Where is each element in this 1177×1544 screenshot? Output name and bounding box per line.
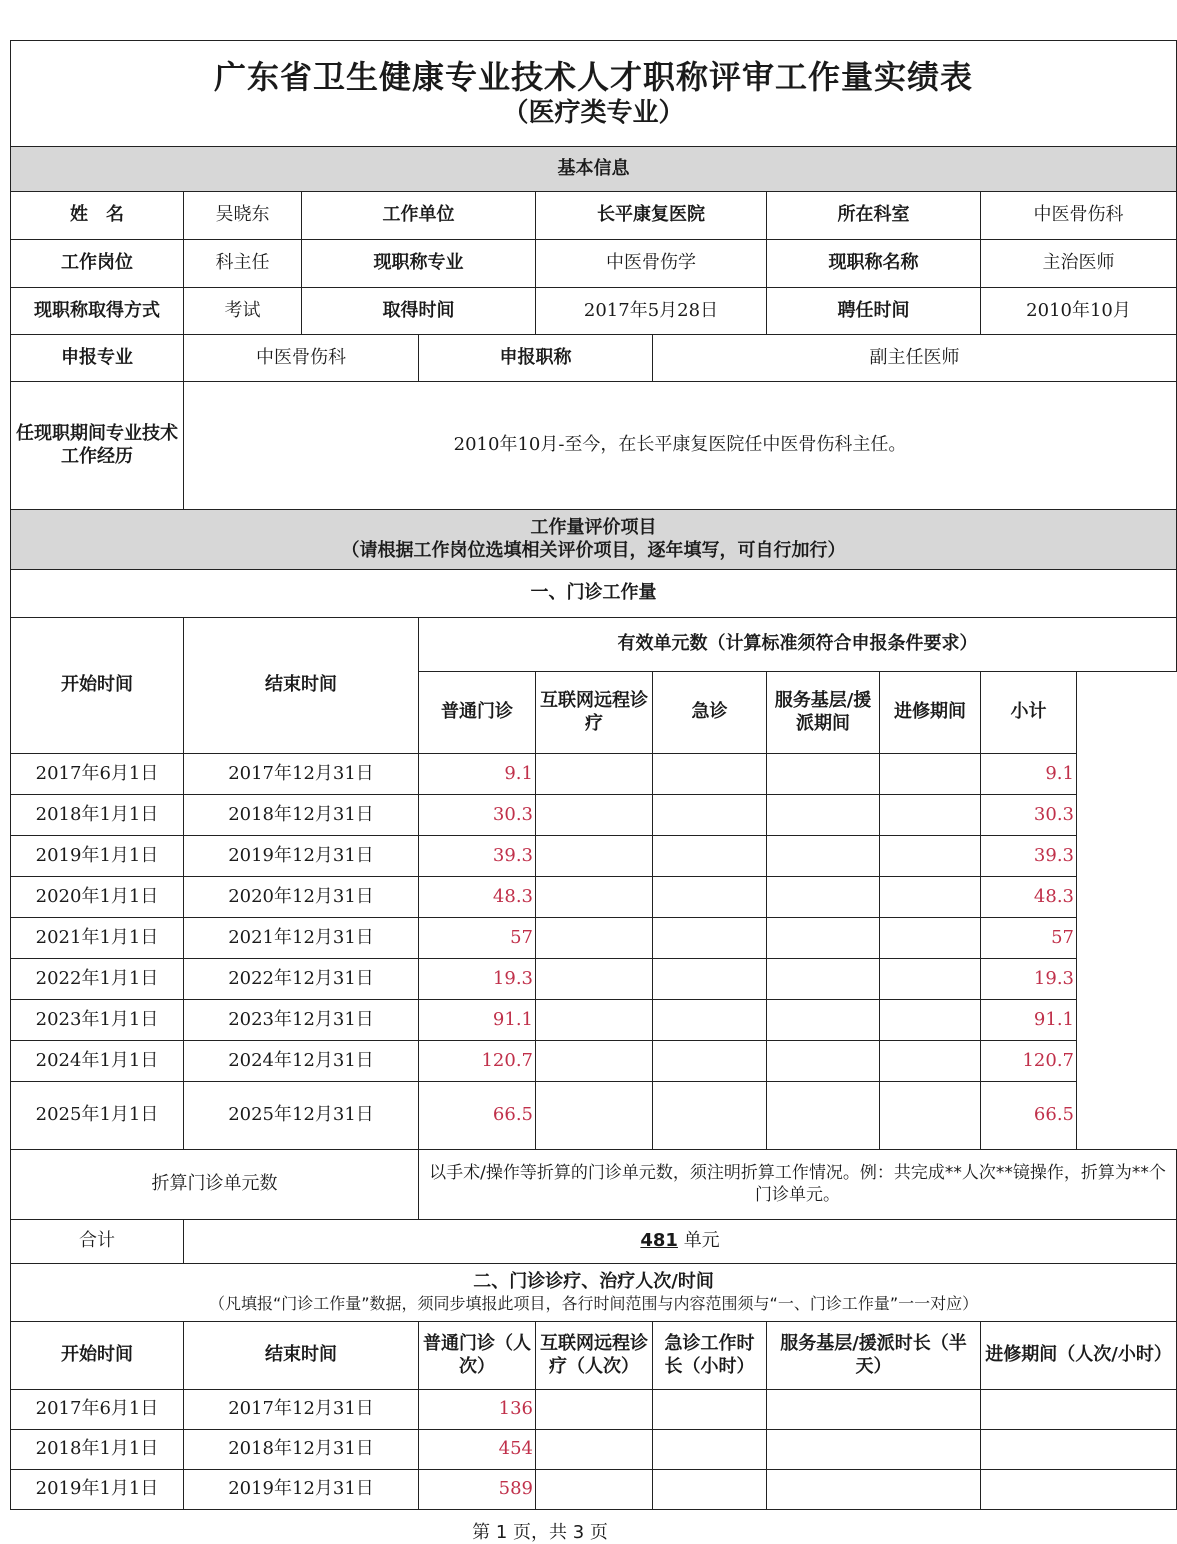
s2-emergency — [653, 1430, 767, 1470]
section2-note: （凡填报“门诊工作量”数据，须同步填报此项目，各行时间范围与内容范围须与“一、门诊工作量”一一对应） — [208, 1293, 979, 1313]
s1-study — [880, 836, 981, 877]
s2-start-header: 开始时间 — [11, 1322, 184, 1390]
s2-internet — [536, 1390, 653, 1430]
s2-emergency — [653, 1390, 767, 1430]
s1-start-header: 开始时间 — [11, 618, 184, 754]
s2-end: 2018年12月31日 — [184, 1430, 419, 1470]
s2-end-header: 结束时间 — [184, 1322, 419, 1390]
table-row — [11, 1390, 1177, 1430]
s1-general: 9.1 — [419, 754, 536, 795]
s1-subtotal: 19.3 — [981, 959, 1077, 1000]
cur-title-value: 主治医师 — [981, 240, 1177, 288]
s1-subtotal: 91.1 — [981, 1000, 1077, 1041]
s1-emergency — [653, 1082, 767, 1150]
s1-start: 2025年1月1日 — [11, 1082, 184, 1150]
s1-general-header: 普通门诊 — [419, 672, 536, 754]
s1-start: 2023年1月1日 — [11, 1000, 184, 1041]
section2-title: 二、门诊诊疗、治疗人次/时间 — [473, 1271, 714, 1293]
s1-study — [880, 754, 981, 795]
s2-start: 2019年1月1日 — [11, 1470, 184, 1510]
apply-major-value: 中医骨伤科 — [184, 335, 419, 382]
obtain-method-value: 考试 — [184, 288, 302, 335]
s1-internet — [536, 918, 653, 959]
s2-general: 589 — [419, 1470, 536, 1510]
title-cell — [11, 41, 1177, 147]
total-value: 481 — [640, 1230, 678, 1252]
s1-general: 120.7 — [419, 1041, 536, 1082]
table-row — [11, 877, 1177, 918]
table-row — [11, 795, 1177, 836]
table-row — [11, 1041, 1177, 1082]
s1-end-header: 结束时间 — [184, 618, 419, 754]
s2-study — [981, 1430, 1177, 1470]
s1-service-header: 服务基层/援派期间 — [767, 672, 880, 754]
obtain-method-label: 现职称取得方式 — [11, 288, 184, 335]
s2-service — [767, 1430, 981, 1470]
table-row — [11, 1430, 1177, 1470]
s1-service — [767, 1041, 880, 1082]
s2-emergency-header: 急诊工作时长（小时） — [653, 1322, 767, 1390]
total-unit: 单元 — [683, 1230, 720, 1252]
s1-study — [880, 918, 981, 959]
s1-internet — [536, 1000, 653, 1041]
s1-internet — [536, 795, 653, 836]
eval-title: 工作量评价项目 — [530, 517, 657, 538]
post-value: 科主任 — [184, 240, 302, 288]
hire-time-label: 聘任时间 — [767, 288, 981, 335]
basic-info-header: 基本信息 — [11, 147, 1177, 192]
s1-end: 2019年12月31日 — [184, 836, 419, 877]
s1-subtotal: 66.5 — [981, 1082, 1077, 1150]
s1-internet-header: 互联网远程诊疗 — [536, 672, 653, 754]
s2-service — [767, 1470, 981, 1510]
form-sheet — [10, 40, 1172, 1510]
s1-service — [767, 795, 880, 836]
s2-start: 2017年6月1日 — [11, 1390, 184, 1430]
total-label: 合计 — [11, 1220, 184, 1264]
s1-general: 48.3 — [419, 877, 536, 918]
s1-subtotal: 39.3 — [981, 836, 1077, 877]
s1-subtotal-header: 小计 — [981, 672, 1077, 754]
s1-units-header: 有效单元数（计算标准须符合申报条件要求） — [419, 618, 1177, 672]
obtain-time-value: 2017年5月28日 — [536, 288, 767, 335]
table-row — [11, 1000, 1177, 1041]
s1-internet — [536, 959, 653, 1000]
s2-study-header: 进修期间（人次/小时） — [981, 1322, 1177, 1390]
s1-emergency — [653, 877, 767, 918]
form-title: 广东省卫生健康专业技术人才职称评审工作量实绩表 — [214, 58, 974, 97]
s2-service-header: 服务基层/援派时长（半天） — [767, 1322, 981, 1390]
s1-start: 2018年1月1日 — [11, 795, 184, 836]
s1-service — [767, 1000, 880, 1041]
s1-end: 2021年12月31日 — [184, 918, 419, 959]
s1-start: 2021年1月1日 — [11, 918, 184, 959]
s1-study — [880, 1041, 981, 1082]
unit-value: 长平康复医院 — [536, 192, 767, 240]
s2-general: 454 — [419, 1430, 536, 1470]
s1-start: 2019年1月1日 — [11, 836, 184, 877]
s1-end: 2018年12月31日 — [184, 795, 419, 836]
s1-emergency — [653, 918, 767, 959]
dept-value: 中医骨伤科 — [981, 192, 1177, 240]
s1-emergency — [653, 754, 767, 795]
dept-label: 所在科室 — [767, 192, 981, 240]
s1-emergency — [653, 836, 767, 877]
s2-internet-header: 互联网远程诊疗（人次） — [536, 1322, 653, 1390]
table-row — [11, 1082, 1177, 1150]
s1-general: 19.3 — [419, 959, 536, 1000]
page-footer: 第 1 页，共 3 页 — [472, 1522, 608, 1543]
s2-general: 136 — [419, 1390, 536, 1430]
post-label: 工作岗位 — [11, 240, 184, 288]
apply-title-label: 申报职称 — [419, 335, 653, 382]
name-value: 吴晓东 — [184, 192, 302, 240]
s2-internet — [536, 1470, 653, 1510]
s2-service — [767, 1390, 981, 1430]
table-row — [11, 959, 1177, 1000]
s1-end: 2017年12月31日 — [184, 754, 419, 795]
obtain-time-label: 取得时间 — [302, 288, 536, 335]
s1-emergency — [653, 1000, 767, 1041]
convert-label: 折算门诊单元数 — [11, 1150, 419, 1220]
workload-table — [10, 40, 1177, 1510]
s1-end: 2024年12月31日 — [184, 1041, 419, 1082]
apply-major-label: 申报专业 — [11, 335, 184, 382]
s1-internet — [536, 1041, 653, 1082]
eval-note: （请根据工作岗位选填相关评价项目，逐年填写，可自行加行） — [341, 539, 846, 561]
table-row — [11, 754, 1177, 795]
table-row — [11, 1470, 1177, 1510]
section1-title: 一、门诊工作量 — [11, 570, 1177, 618]
s1-study — [880, 1082, 981, 1150]
s1-emergency — [653, 795, 767, 836]
s1-start: 2017年6月1日 — [11, 754, 184, 795]
s1-study — [880, 877, 981, 918]
table-row — [11, 918, 1177, 959]
s2-study — [981, 1390, 1177, 1430]
s2-study — [981, 1470, 1177, 1510]
cur-major-label: 现职称专业 — [302, 240, 536, 288]
s2-end: 2017年12月31日 — [184, 1390, 419, 1430]
s1-service — [767, 1082, 880, 1150]
unit-label: 工作单位 — [302, 192, 536, 240]
s1-study-header: 进修期间 — [880, 672, 981, 754]
s2-internet — [536, 1430, 653, 1470]
s1-internet — [536, 1082, 653, 1150]
s1-subtotal: 9.1 — [981, 754, 1077, 795]
s1-service — [767, 877, 880, 918]
s1-end: 2022年12月31日 — [184, 959, 419, 1000]
name-label: 姓 名 — [11, 192, 184, 240]
s1-subtotal: 57 — [981, 918, 1077, 959]
s1-end: 2023年12月31日 — [184, 1000, 419, 1041]
s1-emergency — [653, 1041, 767, 1082]
s1-subtotal: 30.3 — [981, 795, 1077, 836]
s1-subtotal: 48.3 — [981, 877, 1077, 918]
s1-internet — [536, 836, 653, 877]
s1-service — [767, 754, 880, 795]
s1-start: 2022年1月1日 — [11, 959, 184, 1000]
s1-emergency — [653, 959, 767, 1000]
s1-general: 39.3 — [419, 836, 536, 877]
s1-study — [880, 795, 981, 836]
s2-end: 2019年12月31日 — [184, 1470, 419, 1510]
s1-end: 2025年12月31日 — [184, 1082, 419, 1150]
s2-start: 2018年1月1日 — [11, 1430, 184, 1470]
cur-title-label: 现职称名称 — [767, 240, 981, 288]
s2-general-header: 普通门诊（人次） — [419, 1322, 536, 1390]
s1-internet — [536, 754, 653, 795]
s1-general: 57 — [419, 918, 536, 959]
s1-general: 66.5 — [419, 1082, 536, 1150]
s1-end: 2020年12月31日 — [184, 877, 419, 918]
s1-subtotal: 120.7 — [981, 1041, 1077, 1082]
hire-time-value: 2010年10月 — [981, 288, 1177, 335]
s2-emergency — [653, 1470, 767, 1510]
eval-header — [11, 510, 1177, 570]
form-subtitle: （医疗类专业） — [502, 98, 685, 129]
s1-internet — [536, 877, 653, 918]
table-row — [11, 836, 1177, 877]
s1-study — [880, 1000, 981, 1041]
s1-service — [767, 918, 880, 959]
s1-start: 2024年1月1日 — [11, 1041, 184, 1082]
s1-general: 30.3 — [419, 795, 536, 836]
convert-note: 以手术/操作等折算的门诊单元数，须注明折算工作情况。例：共完成**人次**镜操作，折算为**个门诊单元。 — [419, 1150, 1177, 1220]
section2-header — [11, 1264, 1177, 1322]
s1-service — [767, 959, 880, 1000]
s1-emergency-header: 急诊 — [653, 672, 767, 754]
experience-value: 2010年10月-至今，在长平康复医院任中医骨伤科主任。 — [184, 382, 1177, 510]
s1-service — [767, 836, 880, 877]
cur-major-value: 中医骨伤学 — [536, 240, 767, 288]
apply-title-value: 副主任医师 — [653, 335, 1177, 382]
s1-start: 2020年1月1日 — [11, 877, 184, 918]
s1-general: 91.1 — [419, 1000, 536, 1041]
total-cell — [184, 1220, 1177, 1264]
s1-study — [880, 959, 981, 1000]
experience-label: 任现职期间专业技术工作经历 — [11, 382, 184, 510]
